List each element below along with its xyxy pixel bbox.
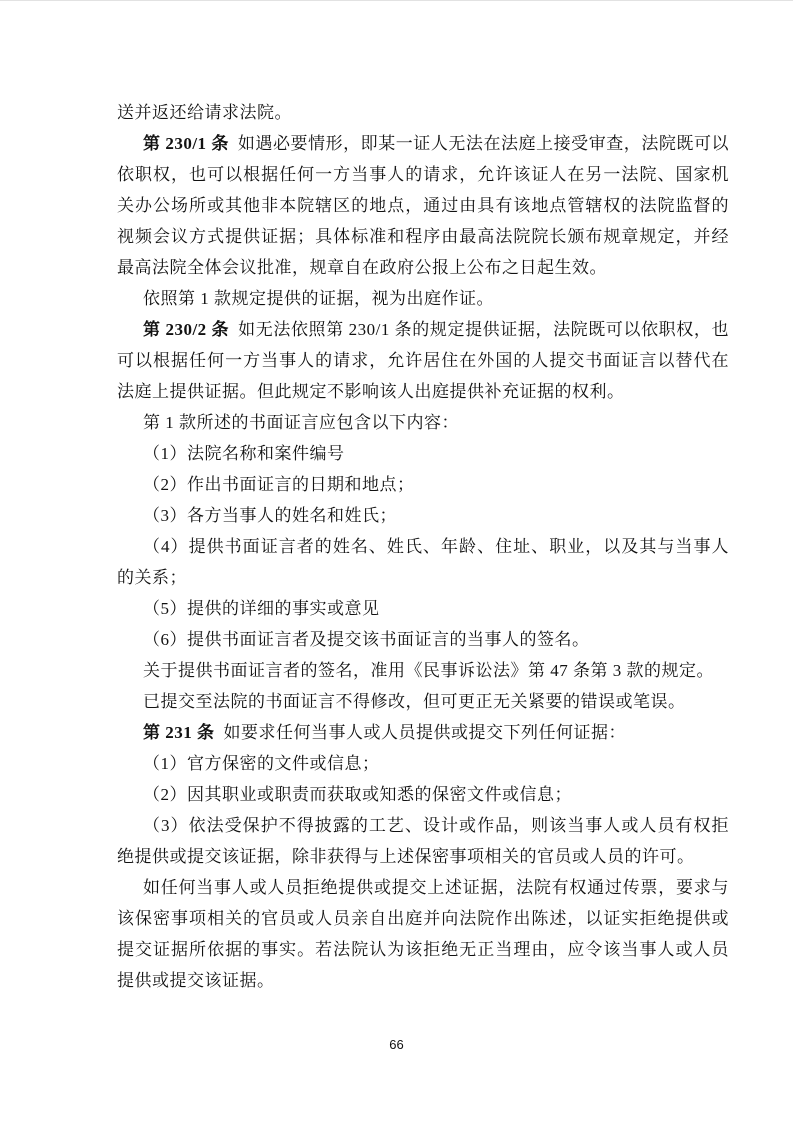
paragraph-text: 如任何当事人或人员拒绝提供或提交上述证据，法院有权通过传票，要求与该保密事项相关的官员或人员亲自出庭并向法院作出陈述，以证实拒绝提供或提交证据所依据的事实。若法院认为该拒绝无正当理由，应令该当事人或人员提供或提交该证据。	[117, 878, 729, 990]
paragraph-text: （4）提供书面证言者的姓名、姓氏、年龄、住址、职业，以及其与当事人的关系；	[117, 537, 729, 587]
paragraph-text: （3）依法受保护不得披露的工艺、设计或作品，则该当事人或人员有权拒绝提供或提交该证据，除非获得与上述保密事项相关的官员或人员的许可。	[117, 816, 729, 866]
no-modification-paragraph	[117, 686, 729, 717]
list-item-6	[117, 624, 729, 655]
continuation-paragraph	[117, 97, 729, 128]
paragraph-text: 如要求任何当事人或人员提供或提交下列任何证据：	[223, 723, 626, 742]
list-item-1	[117, 438, 729, 469]
paragraph-text: （6）提供书面证言者及提交该书面证言的当事人的签名。	[143, 630, 590, 649]
list-item-5	[117, 593, 729, 624]
page-number: 66	[389, 1037, 404, 1052]
list-item-3	[117, 500, 729, 531]
article-231-paragraph	[117, 717, 729, 748]
article-230-1-paragraph	[117, 128, 729, 283]
article-number: 第 231 条	[143, 723, 215, 742]
list-item-2	[117, 469, 729, 500]
signature-rule-paragraph	[117, 655, 729, 686]
list-item-4	[117, 531, 729, 593]
paragraph-text: （2）作出书面证言的日期和地点；	[143, 475, 415, 494]
article-number: 第 230/2 条	[143, 320, 230, 339]
paragraph-text: 第 1 款所述的书面证言应包含以下内容：	[143, 413, 459, 432]
article-number: 第 230/1 条	[143, 134, 229, 153]
article-230-1-clause-2	[117, 283, 729, 314]
paragraph-text: （5）提供的详细的事实或意见	[143, 599, 380, 618]
paragraph-text: （1）官方保密的文件或信息；	[143, 754, 380, 773]
document-page	[0, 1, 793, 1123]
article-230-2-paragraph	[117, 314, 729, 407]
article-231-item-2	[117, 779, 729, 810]
article-231-item-3	[117, 810, 729, 872]
paragraph-text: 如无法依照第 230/1 条的规定提供证据，法院既可以依职权，也可以根据任何一方当事人的请求，允许居住在外国的人提交书面证言以替代在法庭上提供证据。但此规定不影响该人出庭提供补充证据的权利。	[117, 320, 729, 401]
paragraph-text: 如遇必要情形，即某一证人无法在法庭上接受审查，法院既可以依职权，也可以根据任何一方当事人的请求，允许该证人在另一法院、国家机关办公场所或其他非本院辖区的地点，通过由具有该地点管辖权的法院监督的视频会议方式提供证据；具体标准和程序由最高法院院长颁布规章规定，并经最高法院全体会议批准，规章自在政府公报上公布之日起生效。	[117, 134, 729, 277]
paragraph-text: 送并返还给请求法院。	[117, 103, 292, 122]
document-body	[117, 97, 729, 996]
paragraph-text: 依照第 1 款规定提供的证据，视为出庭作证。	[143, 289, 494, 308]
refusal-consequence-paragraph	[117, 872, 729, 996]
paragraph-text: 关于提供书面证言者的签名，准用《民事诉讼法》第 47 条第 3 款的规定。	[143, 661, 714, 680]
paragraph-text: （3）各方当事人的姓名和姓氏；	[143, 506, 397, 525]
paragraph-text: （2）因其职业或职责而获取或知悉的保密文件或信息；	[143, 785, 572, 804]
paragraph-text: 已提交至法院的书面证言不得修改，但可更正无关紧要的错误或笔误。	[143, 692, 686, 711]
article-231-item-1	[117, 748, 729, 779]
page-footer	[0, 1035, 793, 1055]
written-testimony-contents-intro	[117, 407, 729, 438]
paragraph-text: （1）法院名称和案件编号	[143, 444, 345, 463]
